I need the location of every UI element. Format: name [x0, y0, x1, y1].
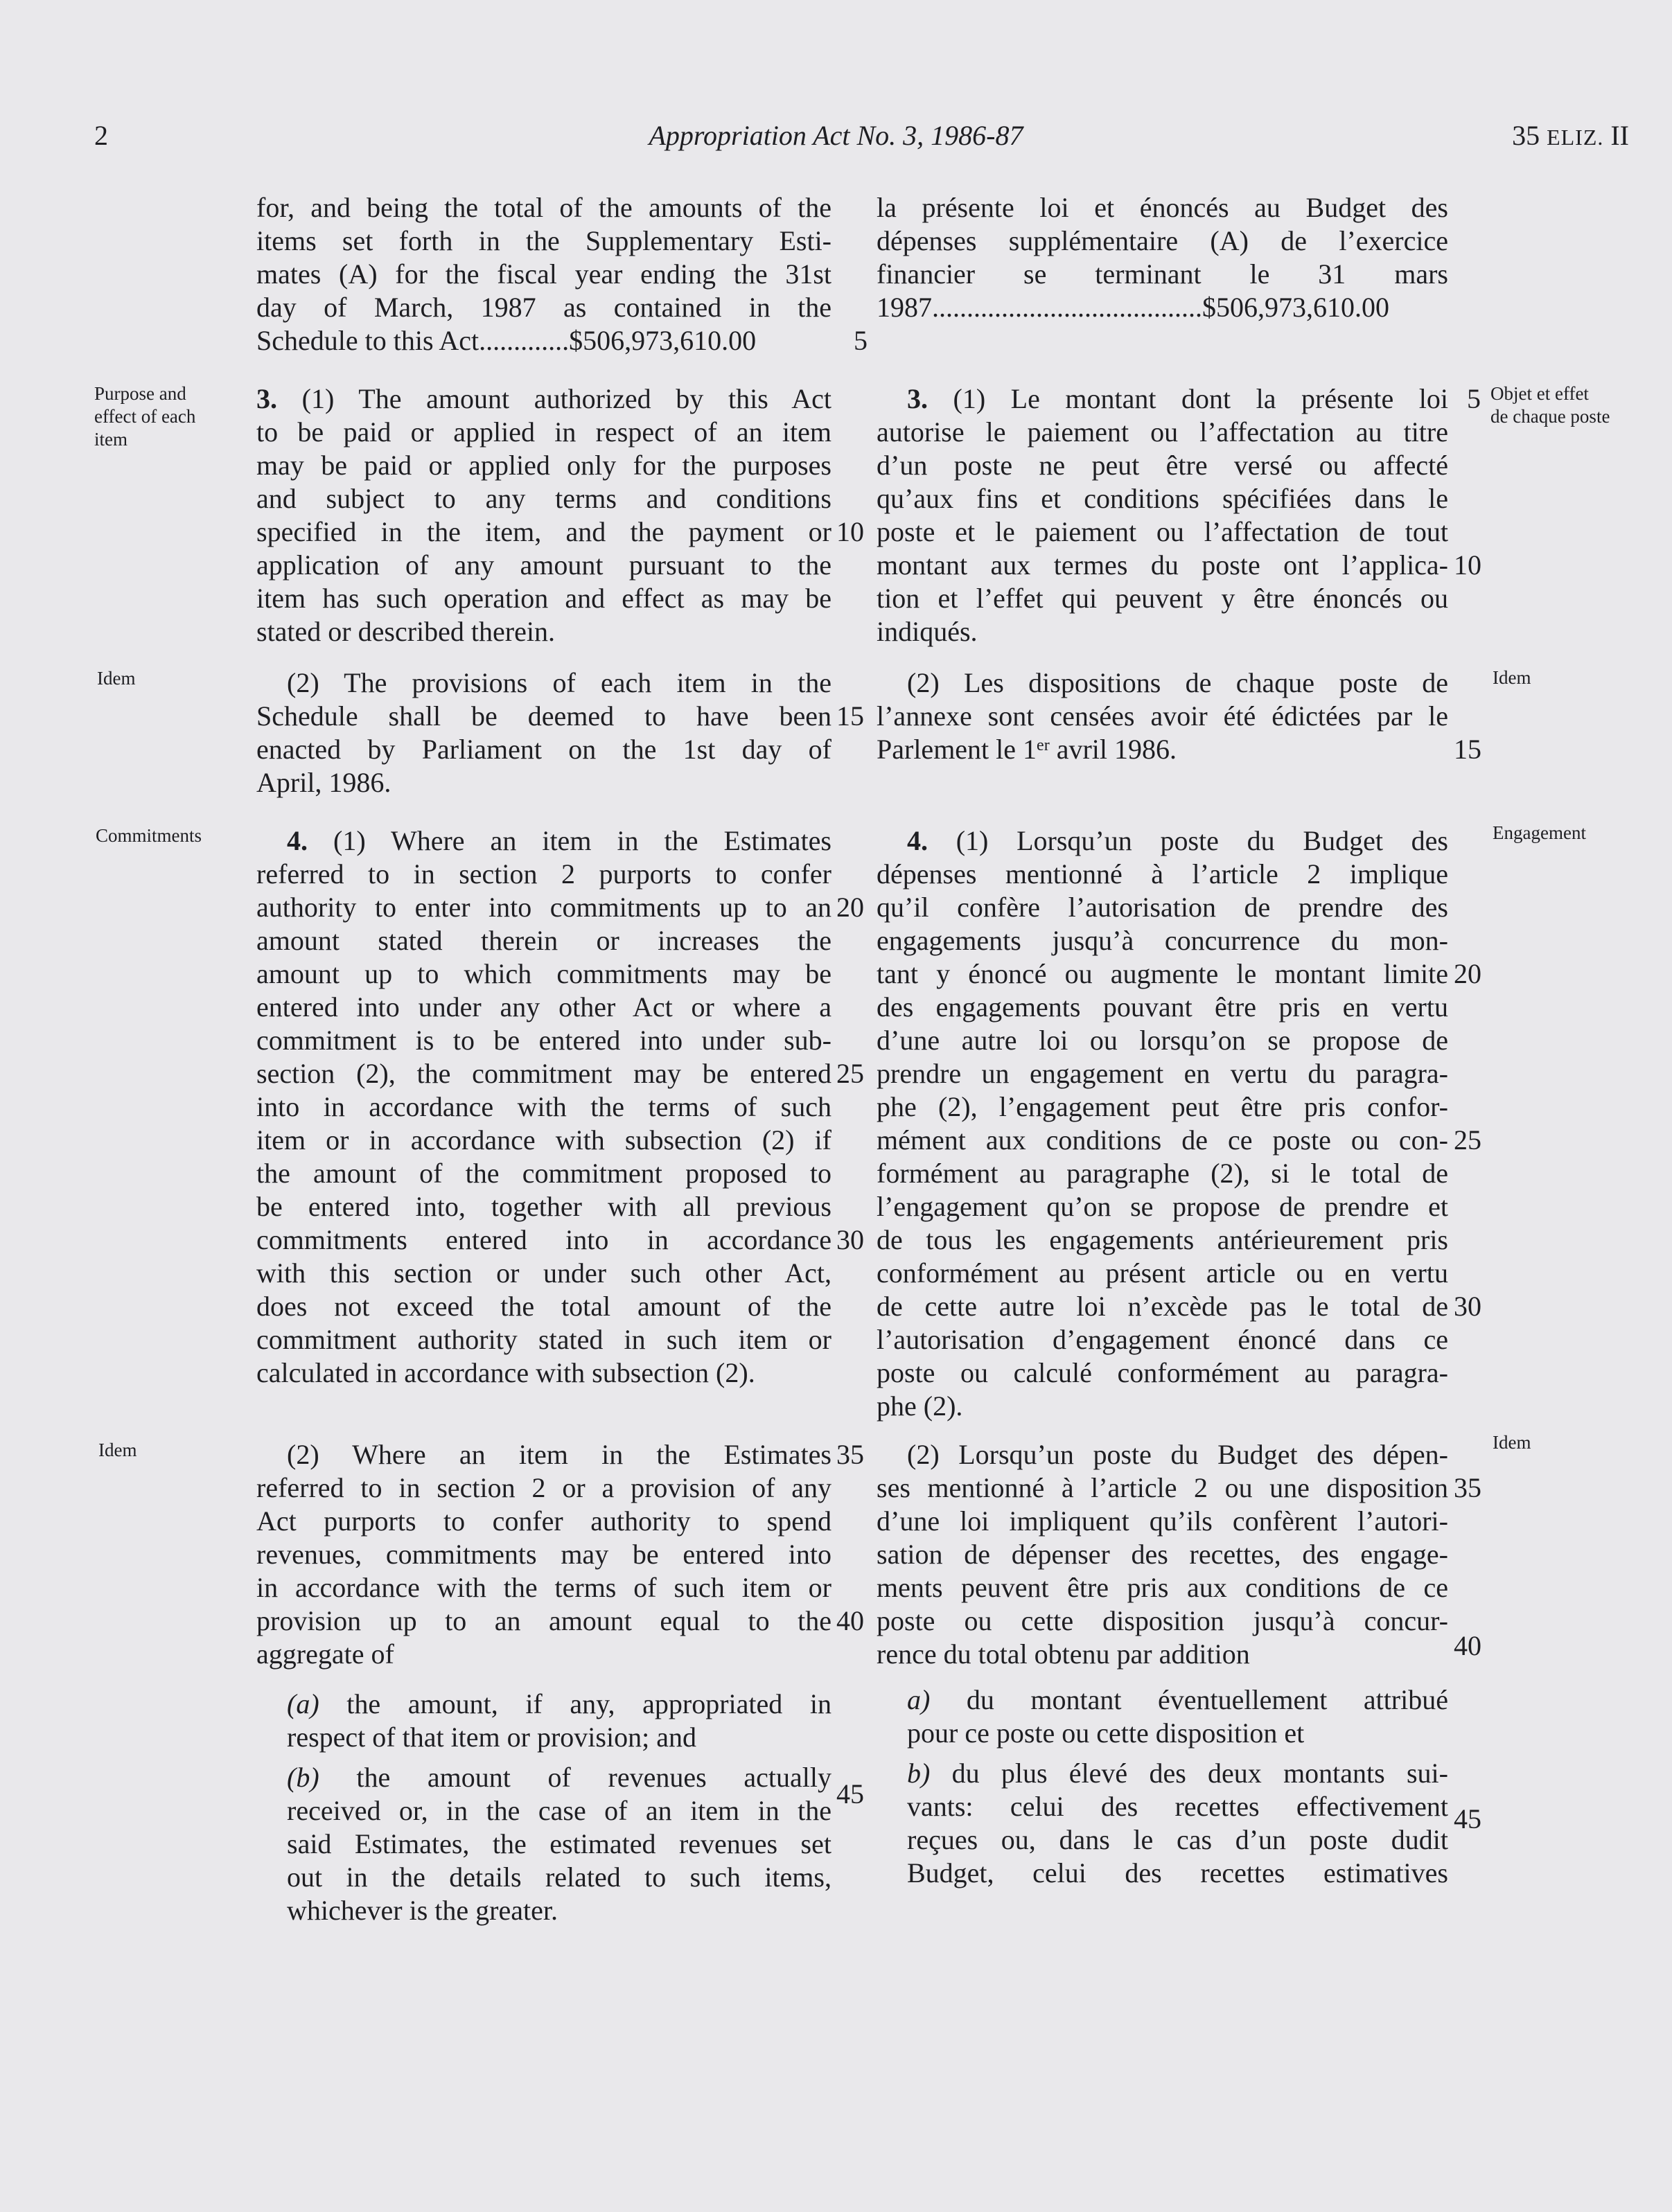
text-line: qu’aux fins et conditions spécifiées dans le [877, 483, 1448, 514]
text-line: d’une autre loi ou lorsqu’on se propose de [877, 1025, 1448, 1056]
text-line: reçues ou, dans le cas d’un poste dudit [907, 1824, 1448, 1855]
text-run: avril 1986. [1049, 734, 1177, 765]
section-3-1-first-line [256, 382, 831, 416]
text-line: phe (2), l’engagement peut être pris confor- [877, 1091, 1448, 1122]
text-run: the amount of revenues actually [319, 1762, 831, 1793]
margin-note-commitments: Commitments [96, 825, 202, 846]
margin-note-line: item [94, 429, 127, 450]
margin-note-idem-fr: Idem [1493, 667, 1531, 688]
text-line: received or, in the case of an item in the [287, 1795, 831, 1826]
paragraph-label: (a) [287, 1688, 319, 1719]
margin-note-objet [1490, 382, 1610, 428]
text-line: revenues, commitments may be entered into [256, 1539, 831, 1570]
line-number: 40 [1454, 1630, 1481, 1661]
margin-note-idem-fr: Idem [1493, 1432, 1531, 1453]
line-number: 10 [836, 516, 864, 547]
line-number: 30 [836, 1224, 864, 1255]
regnal-name: ELIZ. [1547, 125, 1604, 150]
text-line: referred to in section 2 purports to confer [256, 858, 831, 890]
text-line: l’autorisation d’engagement énoncé dans ce [877, 1324, 1448, 1355]
text-line: referred to in section 2 or a provision of any [256, 1472, 831, 1503]
margin-note-line: de chaque poste [1490, 406, 1610, 427]
text-run: du montant éventuellement attribué [930, 1684, 1448, 1715]
line-number: 15 [1454, 734, 1481, 765]
text-line: (2) Lorsqu’un poste du Budget des dépen- [907, 1439, 1448, 1470]
text-line: does not exceed the total amount of the [256, 1291, 831, 1322]
line-number: 15 [836, 700, 864, 732]
text-run: du plus élevé des deux montants sui- [930, 1758, 1448, 1789]
text-run: (1) Lorsqu’un poste du Budget des [928, 825, 1448, 856]
text-line: April, 1986. [256, 767, 391, 798]
text-line: amount up to which commitments may be [256, 958, 831, 989]
text-line: de tous les engagements antérieurement pris [877, 1224, 1448, 1255]
text-line: engagements jusqu’à concurrence du mon- [877, 925, 1448, 956]
line-number: 25 [1454, 1124, 1481, 1156]
text-line: entered into under any other Act or where a [256, 991, 831, 1023]
text-line: amount stated therein or increases the [256, 925, 831, 956]
text-line: whichever is the greater. [287, 1895, 558, 1926]
regnal-number: 35 [1512, 120, 1547, 151]
line-number: 35 [836, 1439, 864, 1470]
text-line: day of March, 1987 as contained in the [256, 292, 831, 323]
text-line: commitment is to be entered into under sub- [256, 1025, 831, 1056]
paragraph-b-first-line [287, 1761, 831, 1794]
text-line: l’engagement qu’on se propose de prendre et [877, 1191, 1448, 1222]
text-line: ments peuvent être pris aux conditions de ce [877, 1572, 1448, 1603]
paragraph-a-first-line [287, 1688, 831, 1721]
text-line: tant y énoncé ou augmente le montant limite [877, 958, 1448, 989]
text-line: poste ou cette disposition jusqu’à concur- [877, 1605, 1448, 1636]
margin-note-idem: Idem [98, 1440, 137, 1460]
text-line: in accordance with the terms of such item or [256, 1572, 831, 1603]
text-line: Budget, celui des recettes estimatives [907, 1857, 1448, 1888]
text-line: enacted by Parliament on the 1st day of [256, 734, 831, 765]
section-number: 3. [907, 383, 928, 414]
text-run: Parlement le 1 [877, 734, 1037, 765]
text-line: mates (A) for the fiscal year ending the 31st [256, 258, 831, 290]
text-line: ses mentionné à l’article 2 ou une disposition [877, 1472, 1448, 1503]
text-line: into in accordance with the terms of such [256, 1091, 831, 1122]
text-line: la présente loi et énoncés au Budget des [877, 192, 1448, 223]
text-line: stated or described therein. [256, 616, 555, 647]
text-line: application of any amount pursuant to the [256, 549, 831, 581]
margin-note-line: Objet et effet [1490, 383, 1589, 404]
text-run: the amount, if any, appropriated in [319, 1688, 831, 1719]
text-line-with-superscript [877, 733, 1448, 766]
paragraph-b-first-line-fr [907, 1757, 1448, 1790]
text-line: dépenses supplémentaire (A) de l’exercice [877, 225, 1448, 256]
text-line: dépenses mentionné à l’article 2 implique [877, 858, 1448, 890]
text-line: section (2), the commitment may be entered [256, 1058, 831, 1089]
text-line: Act purports to confer authority to spend [256, 1505, 831, 1537]
text-line: l’annexe sont censées avoir été édictées par le [877, 700, 1448, 732]
text-line: poste et le paiement ou l’affectation de tout [877, 516, 1448, 547]
text-line: for, and being the total of the amounts of the [256, 192, 831, 223]
line-number: 40 [836, 1605, 864, 1636]
section-number: 4. [287, 825, 308, 856]
text-line: d’un poste ne peut être versé ou affecté [877, 450, 1448, 481]
section-3-1-first-line-fr [907, 382, 1448, 416]
text-line: conformément au présent article ou en vertu [877, 1257, 1448, 1289]
text-line: (2) The provisions of each item in the [287, 667, 831, 698]
line-number: 10 [1454, 549, 1481, 581]
superscript: er [1037, 736, 1050, 754]
text-run: (1) Le montant dont la présente loi [928, 383, 1448, 414]
margin-note-idem: Idem [97, 668, 136, 689]
text-line: commitment authority stated in such item or [256, 1324, 831, 1355]
text-line: to be paid or applied in respect of an item [256, 416, 831, 448]
section-number: 3. [256, 383, 277, 414]
text-line: item has such operation and effect as may be [256, 583, 831, 614]
text-line: qu’il confère l’autorisation de prendre des [877, 892, 1448, 923]
text-line: d’une loi impliquent qu’ils confèrent l’autori- [877, 1505, 1448, 1537]
text-line: calculated in accordance with subsection (2). [256, 1357, 755, 1388]
line-number: 20 [1454, 958, 1481, 989]
text-line: mément aux conditions de ce poste ou con- [877, 1124, 1448, 1156]
margin-note-purpose [94, 382, 195, 451]
text-line: and subject to any terms and conditions [256, 483, 831, 514]
line-number: 30 [1454, 1291, 1481, 1322]
text-line: poste ou calculé conformément au paragra- [877, 1357, 1448, 1388]
page-number: 2 [94, 120, 108, 151]
paragraph-label: b) [907, 1758, 931, 1789]
text-line: sation de dépenser des recettes, des engage- [877, 1539, 1448, 1570]
section-4-1-first-line-fr [907, 824, 1448, 858]
text-line: items set forth in the Supplementary Esti- [256, 225, 831, 256]
section-number: 4. [907, 825, 928, 856]
text-line: des engagements pouvant être pris en vertu [877, 991, 1448, 1023]
text-line: be entered into, together with all previous [256, 1191, 831, 1222]
text-line: autorise le paiement ou l’affectation au titre [877, 416, 1448, 448]
section-4-1-first-line [287, 824, 831, 858]
text-line: provision up to an amount equal to the [256, 1605, 831, 1636]
text-line: out in the details related to such items, [287, 1861, 831, 1893]
regnal-year [1512, 119, 1629, 154]
text-line: de cette autre loi n’excède pas le total de [877, 1291, 1448, 1322]
line-number: 20 [836, 892, 864, 923]
paragraph-a-first-line-fr [907, 1683, 1448, 1717]
text-line: phe (2). [877, 1390, 963, 1422]
text-line: the amount of the commitment proposed to [256, 1158, 831, 1189]
text-line: Schedule to this Act.............$506,973,610.00 [256, 325, 757, 356]
text-line: tion et l’effet qui peuvent y être énoncés ou [877, 583, 1448, 614]
text-line: item or in accordance with subsection (2) if [256, 1124, 831, 1156]
text-line: financier se terminant le 31 mars [877, 258, 1448, 290]
text-line: (2) Where an item in the Estimates [287, 1439, 831, 1470]
text-line: with this section or under such other Act, [256, 1257, 831, 1289]
running-title: Appropriation Act No. 3, 1986-87 [649, 120, 1023, 151]
text-line: authority to enter into commitments up to an [256, 892, 831, 923]
text-line: Schedule shall be deemed to have been [256, 700, 831, 732]
text-line: may be paid or applied only for the purposes [256, 450, 831, 481]
text-line: montant aux termes du poste ont l’applica- [877, 549, 1448, 581]
text-line: (2) Les dispositions de chaque poste de [907, 667, 1448, 698]
text-line: respect of that item or provision; and [287, 1722, 696, 1753]
text-line: commitments entered into in accordance [256, 1224, 831, 1255]
text-line: rence du total obtenu par addition [877, 1638, 1250, 1670]
text-line: 1987.......................................$506,973,610.00 [877, 292, 1389, 323]
margin-note-line: effect of each [94, 406, 196, 427]
text-line: pour ce poste ou cette disposition et [907, 1717, 1305, 1749]
text-run: (1) Where an item in the Estimates [308, 825, 831, 856]
text-line: said Estimates, the estimated revenues set [287, 1828, 831, 1859]
text-line: specified in the item, and the payment or [256, 516, 831, 547]
text-line: aggregate of [256, 1638, 394, 1670]
text-line: vants: celui des recettes effectivement [907, 1791, 1448, 1822]
line-number: 5 [854, 325, 868, 356]
text-line: prendre un engagement en vertu du paragra- [877, 1058, 1448, 1089]
line-number: 25 [836, 1058, 864, 1089]
text-line: formément au paragraphe (2), si le total de [877, 1158, 1448, 1189]
line-number: 35 [1454, 1472, 1481, 1503]
paragraph-label: a) [907, 1684, 931, 1715]
line-number: 5 [1467, 383, 1481, 414]
paragraph-label: (b) [287, 1762, 319, 1793]
margin-note-engagement: Engagement [1493, 822, 1586, 843]
line-number: 45 [1454, 1803, 1481, 1834]
regnal-suffix: II [1603, 120, 1629, 151]
text-run: (1) The amount authorized by this Act [277, 383, 831, 414]
text-line: indiqués. [877, 616, 978, 647]
margin-note-line: Purpose and [94, 383, 186, 404]
line-number: 45 [836, 1778, 864, 1810]
